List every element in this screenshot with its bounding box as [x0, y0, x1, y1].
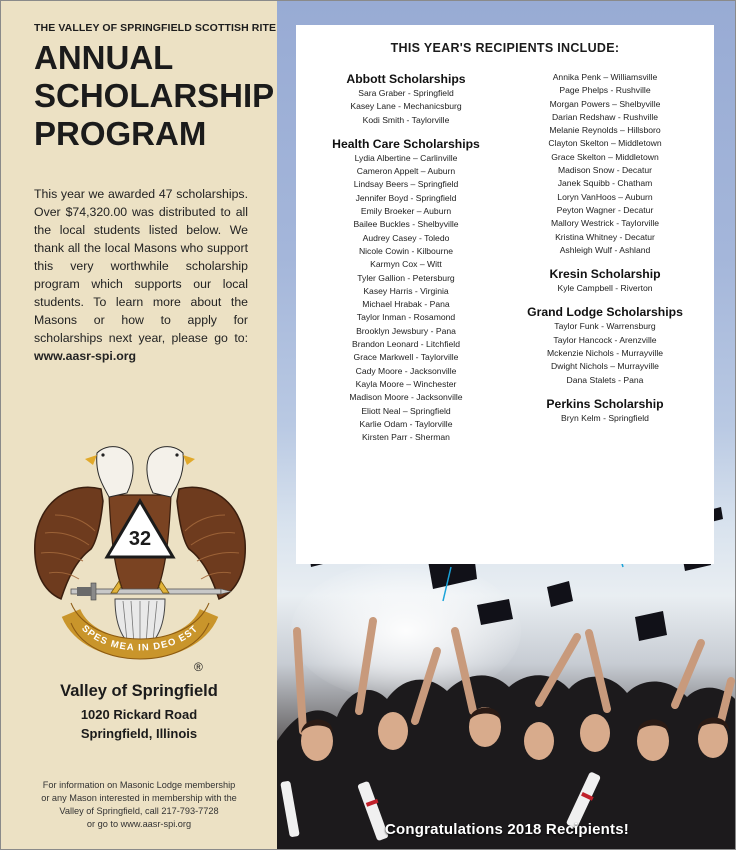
list-item: Ashleigh Wulf - Ashland — [559, 244, 651, 255]
list-item: Brooklyn Jewsbury - Pana — [356, 325, 456, 336]
list-item: Dwight Nichols – Murrayville — [551, 361, 659, 372]
list-item: Taylor Funk - Warrensburg — [554, 321, 656, 332]
valley-name: Valley of Springfield — [60, 682, 218, 700]
list-item: Annika Penk – Williamsville — [552, 72, 658, 82]
list-item: Taylor Inman - Rosamond — [356, 312, 456, 323]
list-item: Mallory Westrick - Taylorville — [550, 218, 660, 229]
list-item: Page Phelps - Rushville — [559, 85, 651, 96]
list-item: Audrey Casey - Toledo — [362, 232, 450, 243]
list-item: Clayton Skelton – Middletown — [548, 138, 662, 149]
grand-lodge-title: Grand Lodge Scholarships — [527, 305, 683, 320]
list-item: Kirsten Parr - Sherman — [362, 432, 450, 443]
kicker-text: THE VALLEY OF SPRINGFIELD SCOTTISH RITE — [34, 22, 277, 34]
recipients-heading: THIS YEAR'S RECIPIENTS INCLUDE: — [390, 41, 620, 55]
list-item: Cameron Appelt – Auburn — [356, 166, 456, 177]
list-item: Taylor Hancock - Arenzville — [553, 334, 657, 345]
title-line-3: PROGRAM — [34, 115, 207, 152]
list-item: Bryn Kelm - Springfield — [561, 412, 649, 423]
list-item: Lindsay Beers – Springfield — [353, 179, 459, 190]
list-item: Kristina Whitney - Decatur — [555, 231, 655, 242]
list-item: Madison Snow - Decatur — [557, 165, 653, 176]
recipients-column-1 — [308, 71, 504, 444]
list-item: Cady Moore - Jacksonville — [355, 365, 457, 376]
recipients-column-2 — [507, 71, 703, 425]
list-item: Emily Broeker – Auburn — [360, 206, 452, 217]
list-item: Nicole Cowin - Kilbourne — [358, 245, 454, 256]
left-panel — [1, 1, 277, 850]
registered-mark: ® — [194, 660, 203, 674]
list-item: Dana Stalets - Pana — [566, 374, 644, 385]
list-item: Bailee Buckles - Shelbyville — [353, 219, 459, 230]
abbott-title: Abbott Scholarships — [346, 72, 466, 86]
right-wing-icon — [177, 487, 245, 599]
list-item: Karlie Odam - Taylorville — [359, 418, 453, 429]
footnote-line-1: For information on Masonic Lodge membership — [42, 780, 236, 790]
list-item: Brandon Leonard - Litchfield — [352, 339, 460, 350]
intro-text: This year we awarded 47 scholarships. Over $74,320.00 was distributed to all the local students listed below. We thank all the local Masons who support this very worthwhile scholarship program which supports our local students. To learn more about the Masons or how to apply for scholarships next year, please go to: — [34, 187, 248, 345]
list-item: Kodi Smith - Taylorville — [362, 114, 450, 125]
list-item: Morgan Powers – Shelbyville — [549, 98, 661, 109]
list-item: Michael Hrabak - Pana — [362, 299, 450, 310]
membership-footnote — [19, 779, 259, 831]
list-item: Tyler Gallion - Petersburg — [357, 272, 455, 283]
list-item: Eliott Neal – Springfield — [361, 405, 451, 416]
left-wing-icon — [35, 487, 103, 599]
footnote-line-2: or any Mason interested in membership with the — [41, 793, 237, 803]
recipients-card — [296, 25, 714, 564]
kresin-title: Kresin Scholarship — [549, 267, 661, 282]
list-item: Kasey Lane - Mechanicsburg — [350, 101, 462, 112]
list-item: Kayla Moore – Winchester — [355, 378, 457, 389]
page-title — [34, 39, 274, 153]
list-item: Jennifer Boyd - Springfield — [355, 192, 457, 203]
footnote-line-4: or go to www.aasr-spi.org — [86, 819, 192, 829]
list-item: Kasey Harris - Virginia — [363, 285, 449, 296]
list-item: Janek Squibb - Chatham — [557, 178, 653, 189]
perkins-title: Perkins Scholarship — [546, 396, 664, 411]
footnote-line-3: Valley of Springfield, call 217-793-7728 — [59, 806, 219, 816]
list-item: Loryn VanHoos – Auburn — [557, 191, 653, 202]
title-line-2: SCHOLARSHIP — [34, 77, 275, 114]
list-item: Karmyn Cox – Witt — [370, 259, 442, 270]
list-item: Grace Skelton – Middletown — [551, 151, 659, 162]
degree-number: 32 — [128, 528, 152, 550]
title-line-1: ANNUAL — [34, 39, 174, 76]
congratulations-banner: Congratulations 2018 Recipients! — [385, 821, 629, 838]
list-item: Peyton Wagner - Decatur — [556, 204, 654, 215]
motto-text: SPES MEA IN DEO EST — [79, 623, 201, 654]
health-care-title: Health Care Scholarships — [332, 136, 480, 151]
website-link[interactable]: www.aasr-spi.org — [34, 349, 137, 363]
list-item: Melanie Reynolds – Hillsboro — [549, 125, 661, 136]
list-item: Grace Markwell - Taylorville — [353, 352, 459, 363]
address-line-2: Springfield, Illinois — [80, 726, 198, 741]
intro-paragraph — [34, 185, 248, 365]
list-item: Darian Redshaw - Rushville — [551, 111, 659, 122]
list-item: Kyle Campbell - Riverton — [557, 283, 653, 294]
list-item: Lydia Albertine – Carlinville — [354, 152, 458, 163]
list-item: Mckenzie Nichols - Murrayville — [546, 348, 664, 359]
list-item: Madison Moore - Jacksonville — [349, 392, 463, 403]
list-item: Sara Graber - Springfield — [358, 88, 454, 98]
address-line-1: 1020 Rickard Road — [80, 707, 198, 722]
double-headed-eagle-emblem — [31, 441, 249, 681]
